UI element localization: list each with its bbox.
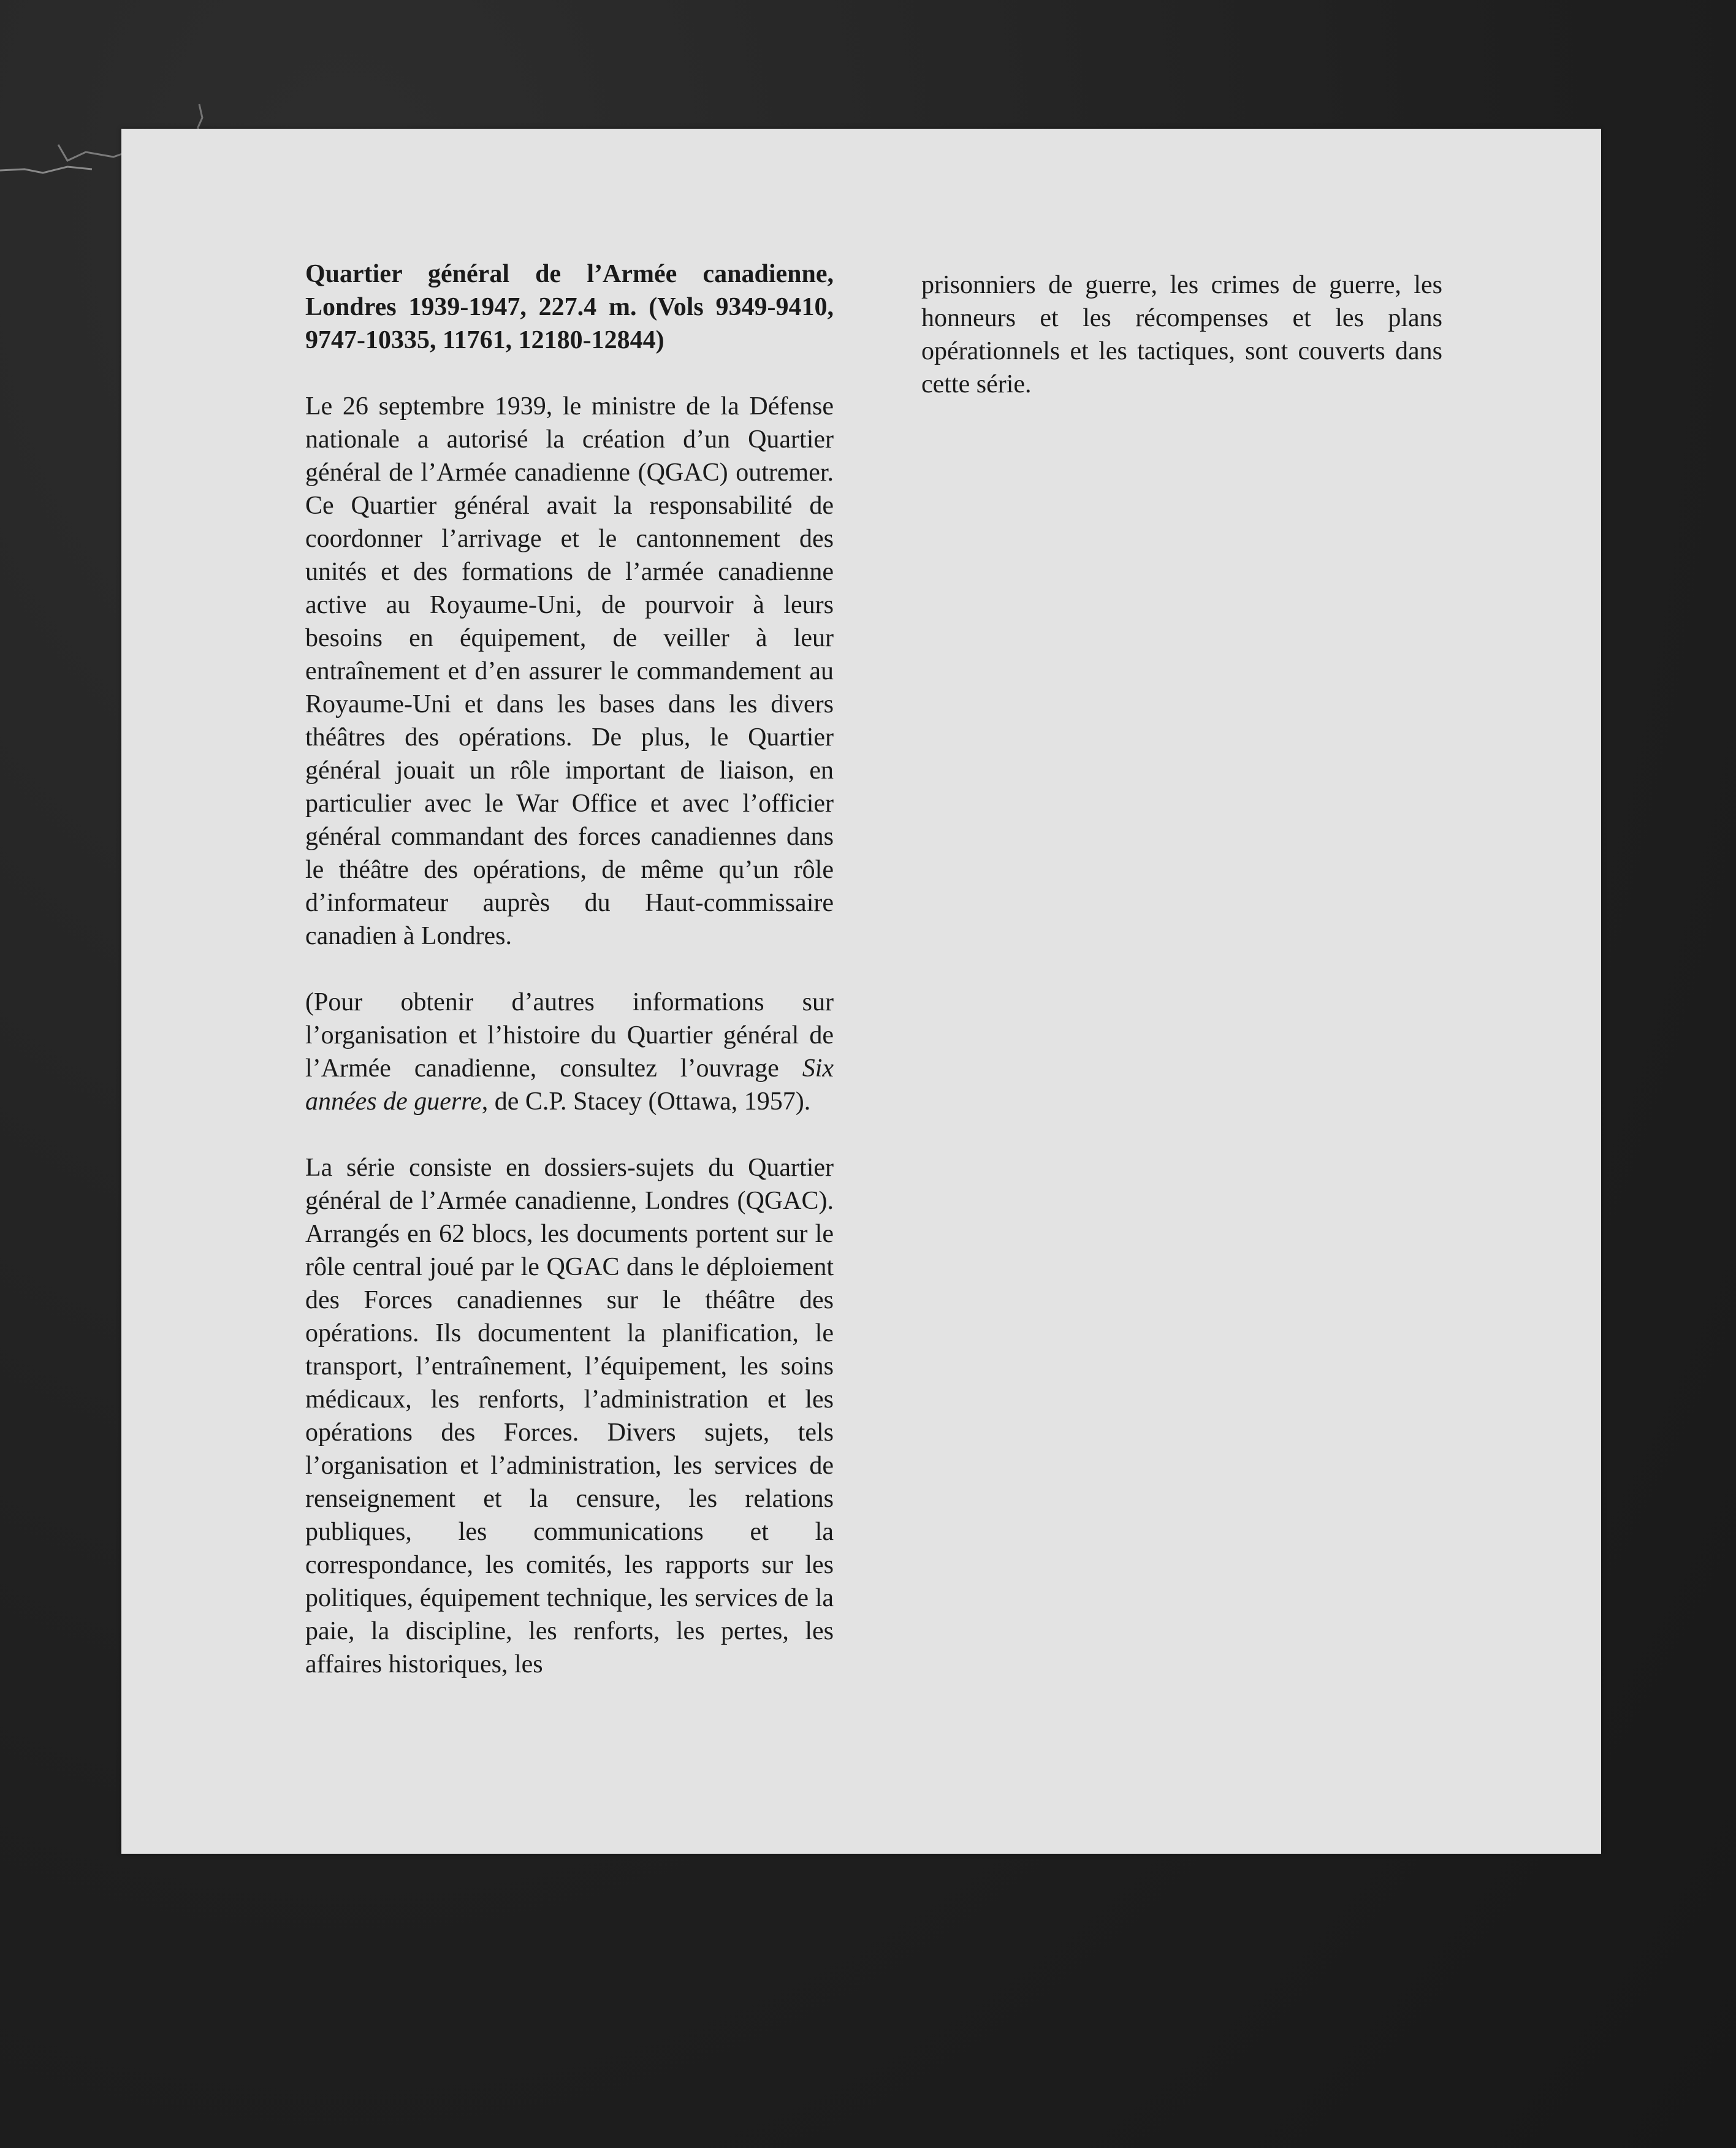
book-title: Six années de guerre <box>305 1054 834 1116</box>
reference-text-after: , de C.P. Stacey (Ottawa, 1957). <box>481 1087 811 1116</box>
paragraph-series-description-continued: prisonniers de guerre, les crimes de guerre, les honneurs et les récompenses et les plans opérationnels et les tactiques, sont couverts dans cette série. <box>921 271 1442 398</box>
scanned-page <box>121 129 1601 1854</box>
reference-text-before: (Pour obtenir d’autres informations sur l’organisation et l’histoire du Quartier général de l’Armée canadienne, consultez l’ouvrage <box>305 988 834 1083</box>
paragraph-history: Le 26 septembre 1939, le ministre de la Défense nationale a autorisé la création d’un Quartier général de l’Armée canadienne (QGAC) outremer. Ce Quartier général avait la responsabilité de coordonner l’arrivage et le cantonnement des unités et des formations de l’armée canadienne active au Royaume-Uni, de pourvoir à leurs besoins en équipement, de veiller à leur entraînement et d’en assurer le commandement au Royaume-Uni et dans les bases dans les divers théâtres des opérations. De plus, le Quartier général jouait un rôle important de liaison, en particulier avec le War Office et avec l’officier général commandant des forces canadiennes dans le théâtre des opérations, de même qu’un rôle d’informateur auprès du Haut-commissaire canadien à Londres. <box>305 392 834 950</box>
series-heading: Quartier général de l’Armée canadienne, Londres 1939-1947, 227.4 m. (Vols 9349-9410, 9747-10335, 11761, 12180-12844) <box>305 260 834 354</box>
right-column <box>921 268 1442 401</box>
paragraph-series-description: La série consiste en dossiers-sujets du Quartier général de l’Armée canadienne, Londres (QGAC). Arrangés en 62 blocs, les documents portent sur le rôle central joué par le QGAC dans le déploiement des Forces canadiennes sur le théâtre des opérations. Ils documentent la planification, le transport, l’entraînement, l’équipement, les soins médicaux, les renforts, l’administration et les opérations des Forces. Divers sujets, tels l’organisation et l’administration, les services de renseignement et la censure, les relations publiques, les communications et la correspondance, les comités, les rapports sur les politiques, équipement technique, les services de la paie, la discipline, les renforts, les pertes, les affaires historiques, les <box>305 1154 834 1678</box>
paragraph-reference <box>305 986 834 1118</box>
left-column <box>305 257 834 1681</box>
